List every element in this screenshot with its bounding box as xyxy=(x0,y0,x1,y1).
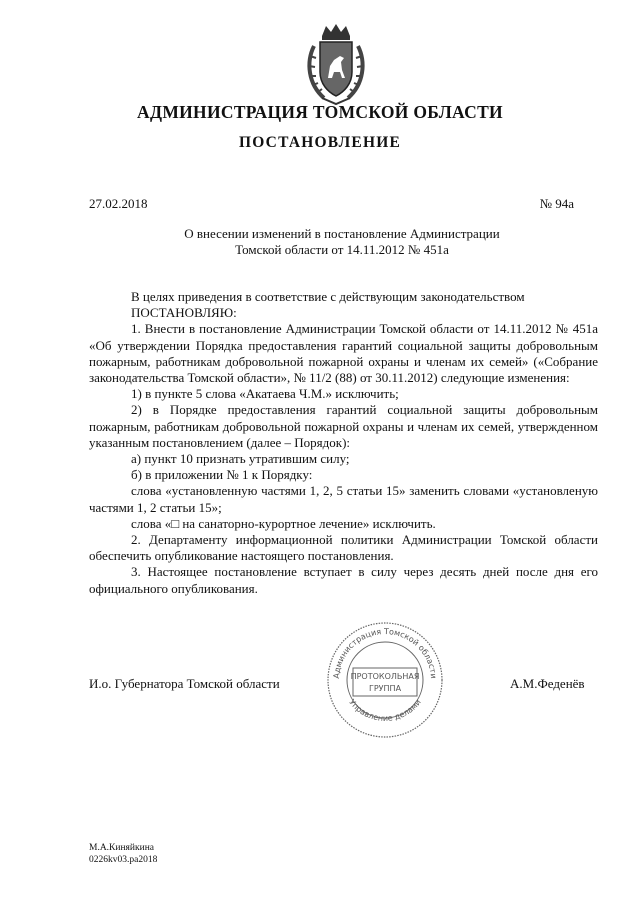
body-paragraph: слова «установленную частями 1, 2, 5 статьи 15» заменить словами «установленую частями 1, 2 статьи 15»; xyxy=(89,483,598,515)
protocol-group-stamp xyxy=(325,620,445,740)
subject-line: О внесении изменений в постановление Администрации xyxy=(184,226,500,241)
file-code: 0226kv03.ра2018 xyxy=(89,855,158,865)
stamp-center-line: ГРУППА xyxy=(368,684,402,693)
body-paragraph: а) пункт 10 признать утратившим силу; xyxy=(131,451,350,467)
signatory-position: И.о. Губернатора Томской области xyxy=(89,676,280,691)
body-paragraph: 1. Внести в постановление Администрации Томской области от 14.11.2012 № 451а «Об утверждении Порядка предоставления гарантий социальной защиты добровольным пожарным, работникам добровольной пожарной охраны и членам их семей» («Собрание законодательства Томской области», № 11/2 (88) от 30.11.2012) следующие изменения: xyxy=(89,321,598,386)
document-subject xyxy=(100,226,584,258)
subject-line: Томской области от 14.11.2012 № 451а xyxy=(235,242,449,257)
svg-text:Управление делами xyxy=(347,698,422,723)
footer-executor xyxy=(89,842,157,866)
body-paragraph: 2. Департаменту информационной политики Администрации Томской области обеспечить опубликование настоящего постановления. xyxy=(89,532,598,564)
body-paragraph: слова «□ на санаторно-курортное лечение» исключить. xyxy=(131,515,436,531)
body-paragraph: ПОСТАНОВЛЯЮ: xyxy=(131,305,237,321)
document-body xyxy=(89,289,598,597)
organization-title: АДМИНИСТРАЦИЯ ТОМСКОЙ ОБЛАСТИ xyxy=(137,102,503,122)
signatory-name: А.М.Феденёв xyxy=(510,676,585,691)
document-type-title: ПОСТАНОВЛЕНИЕ xyxy=(238,134,402,151)
executor-name: М.А.Киняйкина xyxy=(89,843,155,853)
document-date: 27.02.2018 xyxy=(89,196,148,211)
stamp-center-line: ПРОТОКОЛЬНАЯ xyxy=(350,672,420,681)
body-paragraph: б) в приложении № 1 к Порядку: xyxy=(131,467,313,483)
stamp-ring-bottom-text: Управление делами xyxy=(347,697,423,723)
body-paragraph: 2) в Порядке предоставления гарантий социальной защиты добровольным пожарным, работникам добровольной пожарной охраны и членам их семей, утвержденном указанным постановлением (далее – Порядок): xyxy=(89,402,598,450)
body-paragraph: В целях приведения в соответствие с действующим законодательством xyxy=(131,289,525,304)
tomsk-coat-of-arms-icon xyxy=(300,22,372,106)
document-number: № 94а xyxy=(539,196,574,211)
body-paragraph: 3. Настоящее постановление вступает в силу через десять дней после дня его официального опубликования. xyxy=(89,564,598,596)
body-paragraph: 1) в пункте 5 слова «Акатаева Ч.М.» исключить; xyxy=(131,386,399,402)
stamp-ring-top-text: Администрация Томской области xyxy=(331,626,439,679)
